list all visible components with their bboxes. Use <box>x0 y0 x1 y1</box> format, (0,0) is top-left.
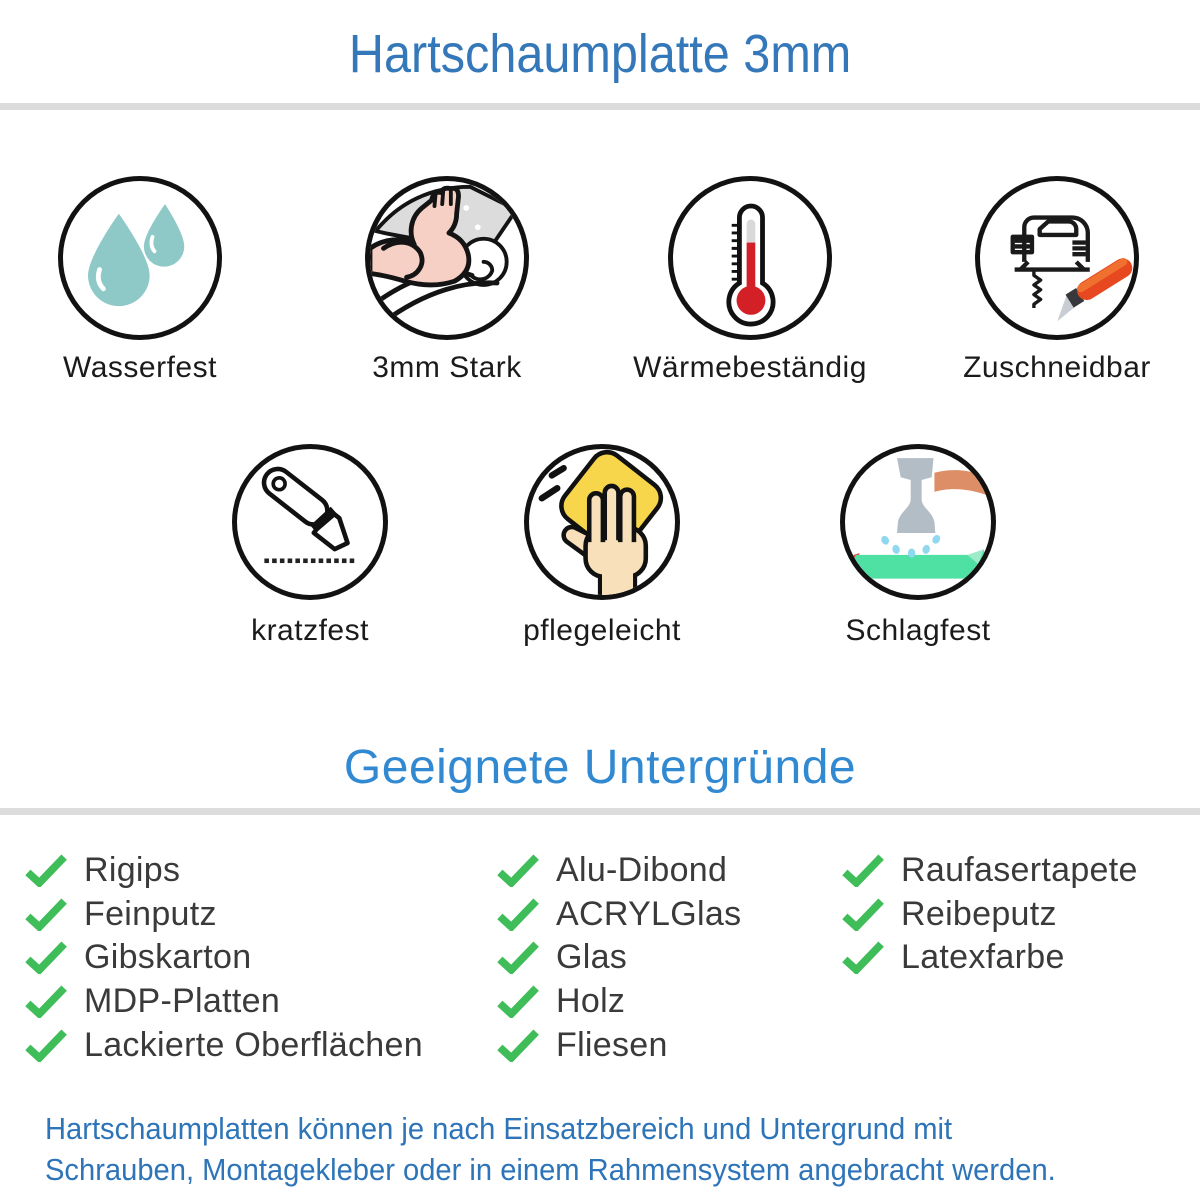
list-item <box>25 1023 423 1067</box>
check-icon <box>25 898 67 931</box>
substrates-column-2 <box>497 849 741 1067</box>
list-item <box>842 849 1138 893</box>
hammer-impact-icon <box>845 449 991 595</box>
list-item <box>497 936 741 980</box>
feature-label: Wasserfest <box>63 351 217 384</box>
icon-circle <box>232 444 388 600</box>
feature-label: pflegeleicht <box>523 614 681 647</box>
page-title: Hartschaumplatte 3mm <box>348 24 852 84</box>
icon-circle <box>840 444 996 600</box>
check-icon <box>25 985 67 1018</box>
feature-label: Schlagfest <box>845 614 991 647</box>
utility-knife-icon <box>237 449 383 595</box>
list-item <box>842 893 1138 937</box>
list-item-label: Reibeputz <box>901 894 1057 933</box>
footer-line-2: Schrauben, Montagekleber oder in einem Rahmensystem angebracht werden. <box>45 1152 1056 1187</box>
list-item-label: Gibskarton <box>84 938 252 977</box>
substrates-column-3 <box>842 849 1138 980</box>
list-item <box>25 849 423 893</box>
list-item-label: Fliesen <box>556 1025 668 1064</box>
check-icon <box>842 941 884 974</box>
icon-circle <box>668 176 832 340</box>
list-item <box>25 936 423 980</box>
feature-impact-resistant <box>768 444 1068 648</box>
icon-circle <box>975 176 1139 340</box>
feature-label: 3mm Stark <box>372 351 522 384</box>
section-title-substrates: Geeignete Untergründe <box>343 741 857 794</box>
list-item-label: Glas <box>556 938 628 977</box>
list-item <box>25 980 423 1024</box>
check-icon <box>25 1029 67 1062</box>
feature-scratchproof <box>160 444 460 648</box>
feature-label: Zuschneidbar <box>963 351 1151 384</box>
check-icon <box>497 1029 539 1062</box>
water-drops-icon <box>63 181 217 335</box>
divider-top <box>0 103 1200 110</box>
feature-label: Wärmebeständig <box>633 351 867 384</box>
check-icon <box>497 898 539 931</box>
substrates-column-1 <box>25 849 423 1067</box>
footer-line-1: Hartschaumplatten können je nach Einsatzbereich und Untergrund mit <box>45 1111 953 1146</box>
check-icon <box>497 854 539 887</box>
check-icon <box>25 941 67 974</box>
cleaning-hand-icon <box>529 449 675 595</box>
feature-label: kratzfest <box>251 614 369 647</box>
muscle-arm-icon <box>370 181 524 335</box>
check-icon <box>497 985 539 1018</box>
list-item <box>497 1023 741 1067</box>
icon-circle <box>524 444 680 600</box>
list-item-label: Latexfarbe <box>901 938 1065 977</box>
divider-substrates <box>0 808 1200 815</box>
list-item <box>497 980 741 1024</box>
check-icon <box>842 898 884 931</box>
footer-note <box>45 1108 1200 1190</box>
list-item <box>497 893 741 937</box>
jigsaw-cutter-icon <box>980 181 1134 335</box>
feature-waterproof <box>0 176 290 385</box>
check-icon <box>497 941 539 974</box>
thermometer-icon <box>673 181 827 335</box>
list-item-label: Alu-Dibond <box>556 851 728 890</box>
list-item-label: Rigips <box>84 851 181 890</box>
feature-heat-resistant <box>600 176 900 385</box>
icon-circle <box>365 176 529 340</box>
check-icon <box>842 854 884 887</box>
feature-cuttable <box>907 176 1200 385</box>
feature-3mm-strong <box>297 176 597 385</box>
list-item <box>842 936 1138 980</box>
list-item-label: Lackierte Oberflächen <box>84 1025 423 1064</box>
list-item <box>25 893 423 937</box>
list-item-label: Feinputz <box>84 894 217 933</box>
icon-circle <box>58 176 222 340</box>
list-item-label: Raufasertapete <box>901 851 1138 890</box>
feature-easy-care <box>452 444 752 648</box>
list-item-label: Holz <box>556 982 626 1021</box>
list-item-label: ACRYLGlas <box>556 894 742 933</box>
check-icon <box>25 854 67 887</box>
list-item-label: MDP-Platten <box>84 982 281 1021</box>
list-item <box>497 849 741 893</box>
